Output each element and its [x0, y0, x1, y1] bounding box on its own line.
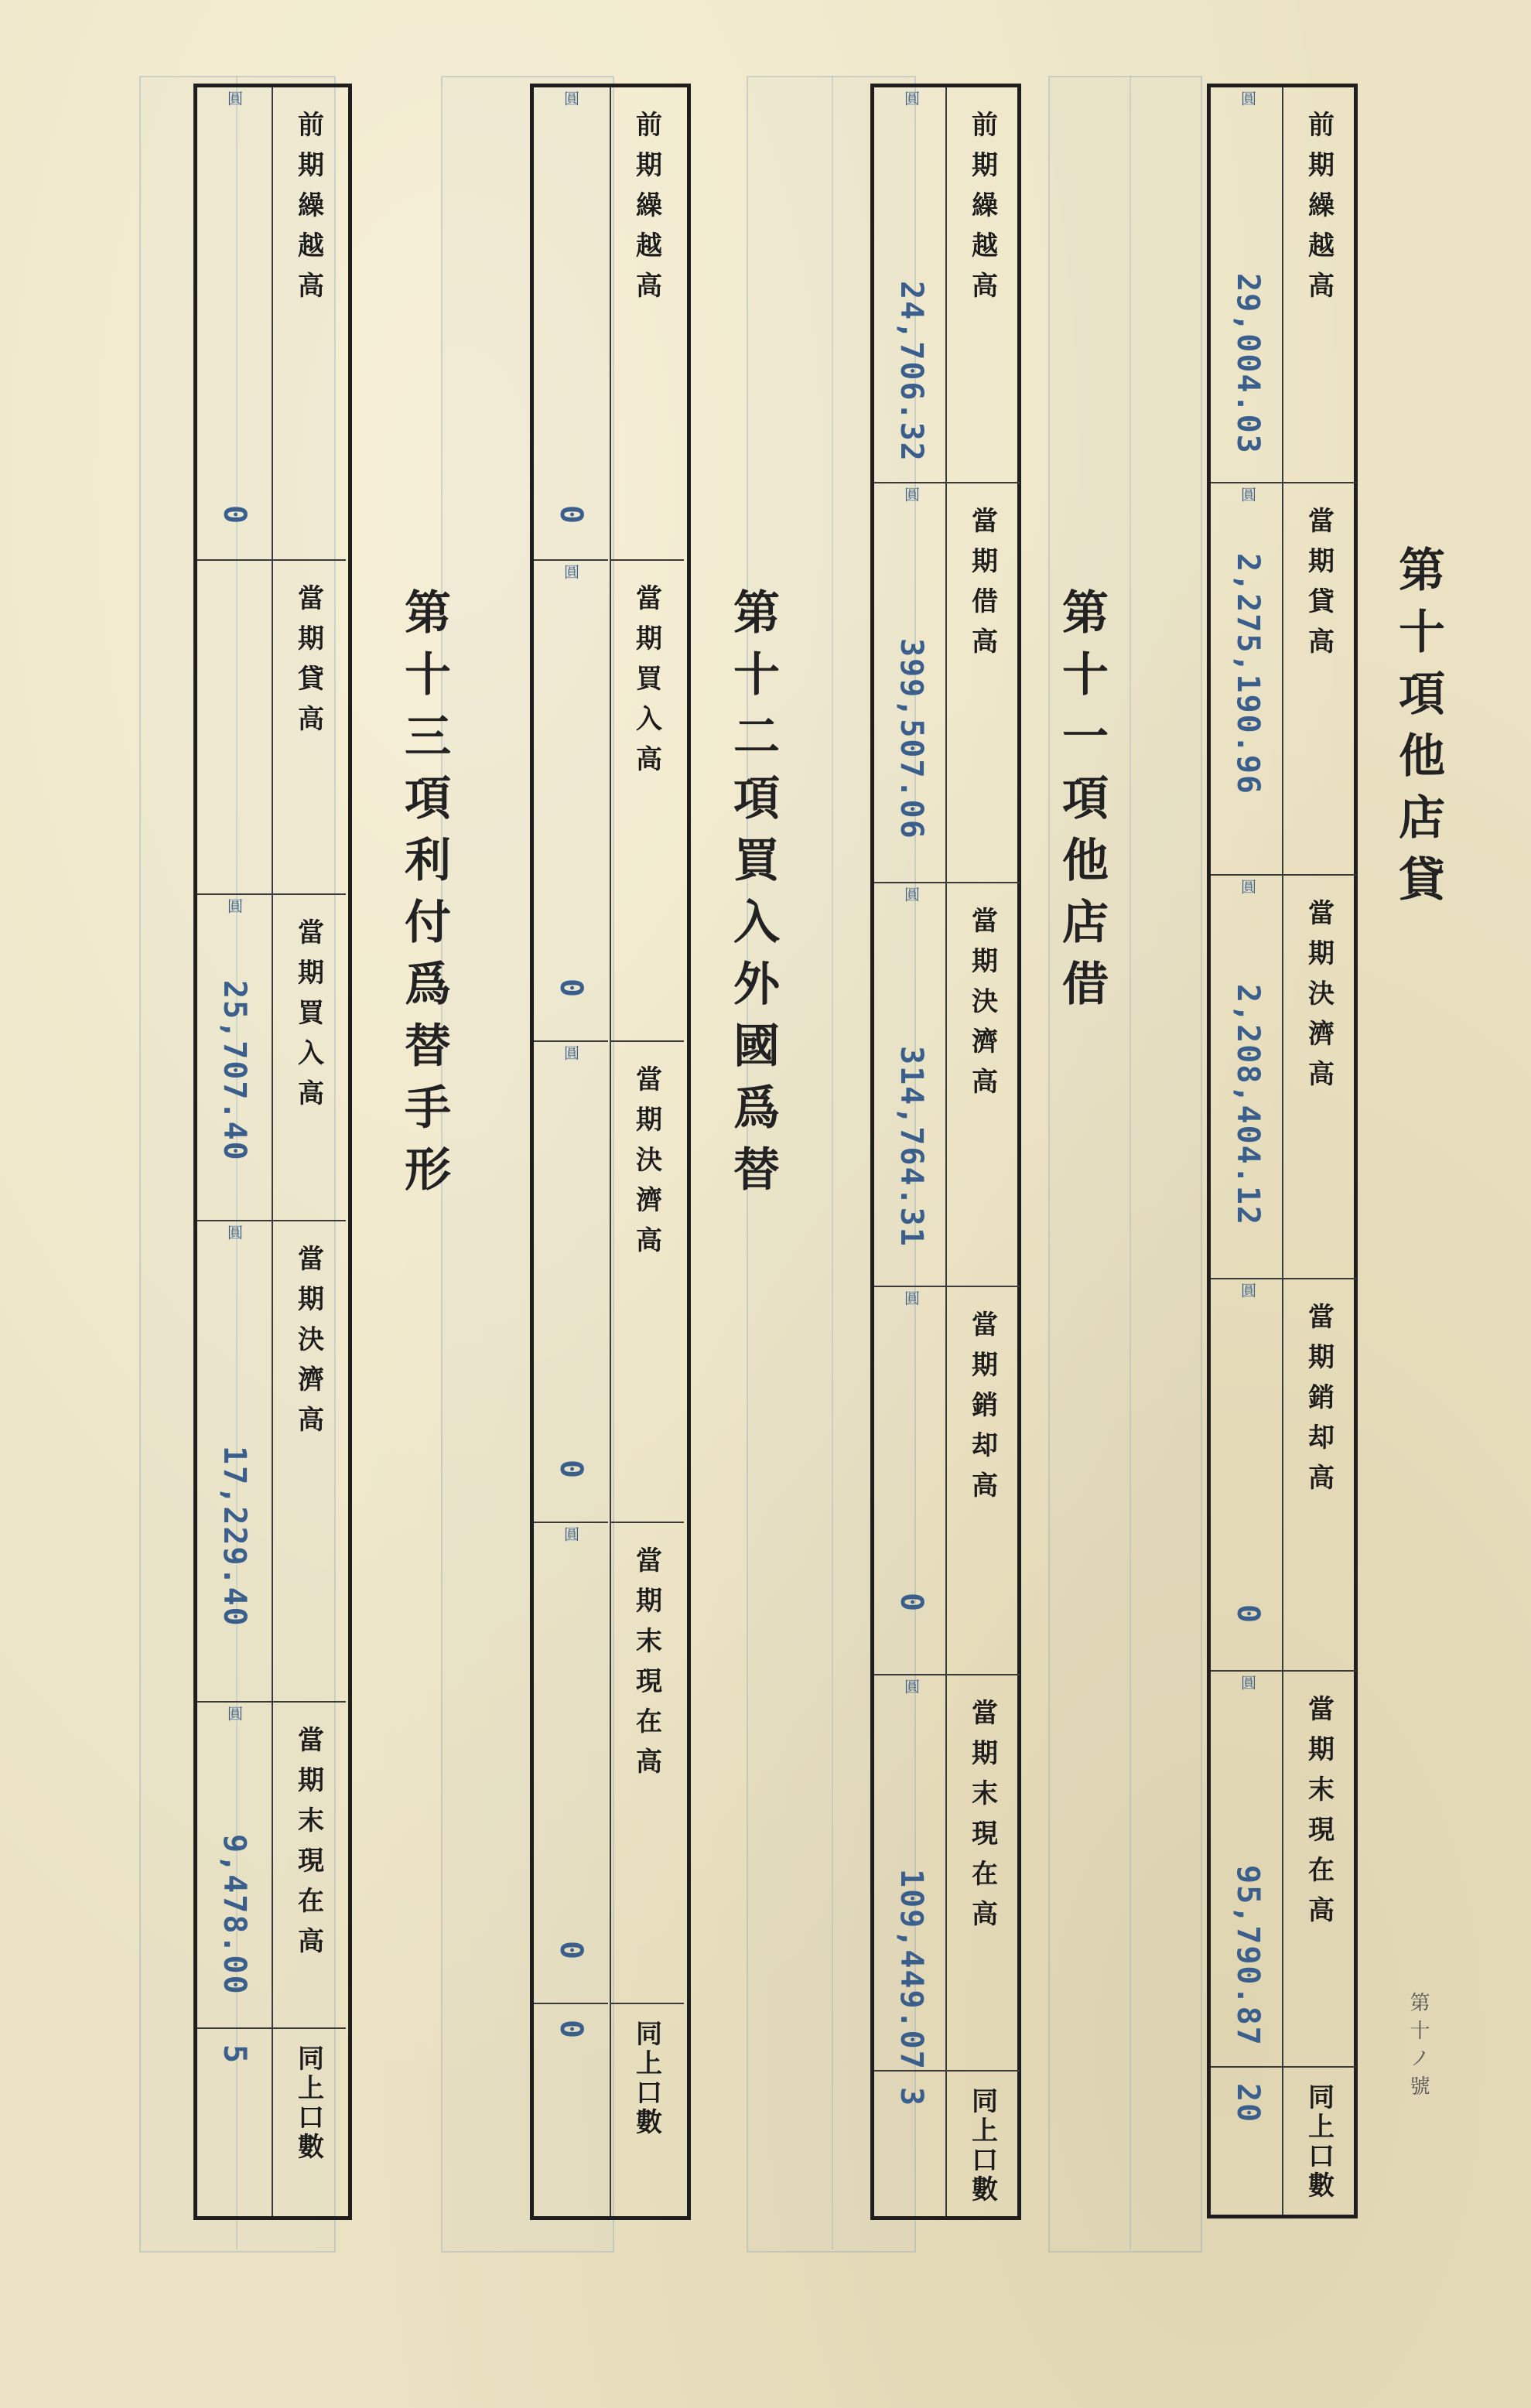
header-text: 當期決濟高: [1303, 899, 1334, 1100]
header-cell: [945, 1287, 1020, 1675]
value-cell: [874, 2072, 948, 2216]
value-column: [534, 87, 608, 2216]
header-text: 當期銷却高: [966, 1310, 998, 1511]
value-cell: [1211, 876, 1285, 1279]
header-text: 同上口數: [966, 2087, 998, 2205]
value-cell: [874, 483, 948, 883]
value-cell: [534, 87, 608, 561]
yen-unit-mark: 圓: [561, 91, 580, 106]
header-text: 當期決濟高: [966, 907, 998, 1108]
value-text: 0: [1230, 1604, 1266, 1625]
header-text: 同上口數: [292, 2044, 324, 2162]
value-text: 9,478.00: [217, 1834, 252, 1996]
value-cell: [197, 87, 272, 561]
header-cell: [945, 1675, 1020, 2072]
section-title-11: 第十一項他店借: [1054, 588, 1109, 1021]
yen-unit-mark: 圓: [901, 886, 921, 902]
header-text: 當期決濟高: [631, 1065, 662, 1266]
value-text: 0: [553, 1941, 589, 1962]
header-text: 前期繰越高: [292, 111, 324, 312]
header-text: 當期末現在高: [631, 1546, 662, 1788]
value-text: 17,229.40: [217, 1446, 252, 1628]
value-cell: [197, 895, 272, 1221]
value-cell: [534, 1042, 608, 1523]
header-text: 同上口數: [631, 2020, 662, 2137]
header-cell: [610, 1523, 684, 2004]
yen-unit-mark: 圓: [1238, 879, 1257, 894]
value-cell: [1211, 483, 1285, 876]
show-through-table: [1048, 76, 1202, 2253]
value-column: [874, 87, 948, 2216]
value-text: 109,449.07: [894, 1869, 929, 2071]
show-through-line: [832, 76, 833, 2249]
section-title-10: 第十項他店貸: [1391, 545, 1445, 917]
value-text: 5: [217, 2044, 252, 2065]
header-text: 當期末現在高: [1303, 1695, 1334, 1936]
value-text: 0: [894, 1593, 929, 1614]
value-text: 0: [553, 1460, 589, 1481]
value-cell: [1211, 2068, 1285, 2215]
value-text: 3: [894, 2087, 929, 2108]
value-text: 0: [217, 505, 252, 526]
ledger-table-12: [530, 84, 691, 2220]
header-text: 當期末現在高: [292, 1726, 324, 1967]
value-column: [197, 87, 272, 2216]
section-title-12: 第十二項買入外國爲替: [726, 588, 780, 1207]
value-text: 0: [553, 979, 589, 999]
header-cell: [272, 895, 346, 1221]
header-text: 當期買入高: [631, 584, 662, 785]
header-cell: [1282, 1672, 1356, 2068]
value-cell: [197, 1221, 272, 1703]
value-cell: [874, 1675, 948, 2072]
header-cell: [610, 1042, 684, 1523]
header-cell: [1282, 2068, 1356, 2215]
value-cell: [1211, 1279, 1285, 1672]
yen-unit-mark: 圓: [1238, 487, 1257, 502]
show-through-line: [1129, 76, 1131, 2249]
header-text: 前期繰越高: [631, 111, 662, 312]
header-text: 當期銷却高: [1303, 1303, 1334, 1504]
value-cell: [874, 883, 948, 1287]
value-text: 0: [553, 505, 589, 526]
yen-unit-mark: 圓: [561, 1526, 580, 1542]
value-column: [1211, 87, 1285, 2215]
header-cell: [610, 2004, 684, 2215]
value-text: 2,275,190.96: [1230, 553, 1266, 795]
value-cell: [534, 2004, 608, 2215]
yen-unit-mark: 圓: [901, 1679, 921, 1694]
header-cell: [272, 2029, 346, 2216]
yen-unit-mark: 圓: [1238, 91, 1257, 106]
yen-unit-mark: 圓: [1238, 1675, 1257, 1690]
header-cell: [945, 87, 1020, 483]
header-text: 前期繰越高: [1303, 111, 1334, 312]
header-cell: [610, 87, 684, 561]
header-text: 當期貸高: [292, 584, 324, 745]
header-column: [610, 87, 684, 2216]
value-text: 95,790.87: [1230, 1865, 1266, 2047]
header-cell: [272, 1703, 346, 2029]
value-cell: [197, 2029, 272, 2216]
header-cell: [272, 87, 346, 561]
header-text: 當期決濟高: [292, 1245, 324, 1446]
yen-unit-mark: 圓: [224, 91, 244, 106]
header-cell: [945, 2072, 1020, 2216]
value-cell: [197, 561, 272, 895]
value-cell: [534, 561, 608, 1042]
ledger-table-11: [870, 84, 1021, 2220]
ledger-table-13: [193, 84, 352, 2220]
yen-unit-mark: 圓: [561, 1045, 580, 1061]
header-text: 當期貸高: [1303, 507, 1334, 668]
yen-unit-mark: 圓: [224, 1224, 244, 1240]
value-cell: [1211, 1672, 1285, 2068]
yen-unit-mark: 圓: [901, 91, 921, 106]
value-cell: [197, 1703, 272, 2029]
value-text: 24,706.32: [894, 281, 929, 463]
yen-unit-mark: 圓: [561, 564, 580, 579]
ledger-table-10: [1207, 84, 1358, 2218]
header-text: 當期買入高: [292, 918, 324, 1119]
yen-unit-mark: 圓: [901, 1290, 921, 1306]
header-cell: [945, 883, 1020, 1287]
value-text: 20: [1230, 2083, 1266, 2124]
yen-unit-mark: 圓: [224, 1706, 244, 1721]
header-text: 當期借高: [966, 507, 998, 668]
header-text: 同上口數: [1303, 2083, 1334, 2201]
value-cell: [534, 1523, 608, 2004]
header-column: [1282, 87, 1356, 2215]
value-text: 2,208,404.12: [1230, 984, 1266, 1226]
yen-unit-mark: 圓: [1238, 1283, 1257, 1298]
header-cell: [272, 561, 346, 895]
header-cell: [1282, 483, 1356, 876]
header-cell: [1282, 1279, 1356, 1672]
header-text: 前期繰越高: [966, 111, 998, 312]
value-text: 314,764.31: [894, 1046, 929, 1248]
header-cell: [945, 483, 1020, 883]
value-text: 29,004.03: [1230, 273, 1266, 455]
header-column: [272, 87, 346, 2216]
header-cell: [1282, 87, 1356, 483]
page-number-label: 第十ノ號: [1406, 1992, 1430, 2103]
value-text: 0: [553, 2020, 589, 2041]
value-text: 399,507.06: [894, 638, 929, 840]
section-title-13: 第十三項利付爲替手形: [397, 588, 451, 1207]
header-cell: [1282, 876, 1356, 1279]
value-cell: [1211, 87, 1285, 483]
header-text: 當期末現在高: [966, 1699, 998, 1940]
value-cell: [874, 1287, 948, 1675]
value-cell: [874, 87, 948, 483]
header-cell: [610, 561, 684, 1042]
yen-unit-mark: 圓: [224, 898, 244, 914]
yen-unit-mark: 圓: [901, 487, 921, 502]
header-cell: [272, 1221, 346, 1703]
value-text: 25,707.40: [217, 980, 252, 1162]
header-column: [945, 87, 1020, 2216]
